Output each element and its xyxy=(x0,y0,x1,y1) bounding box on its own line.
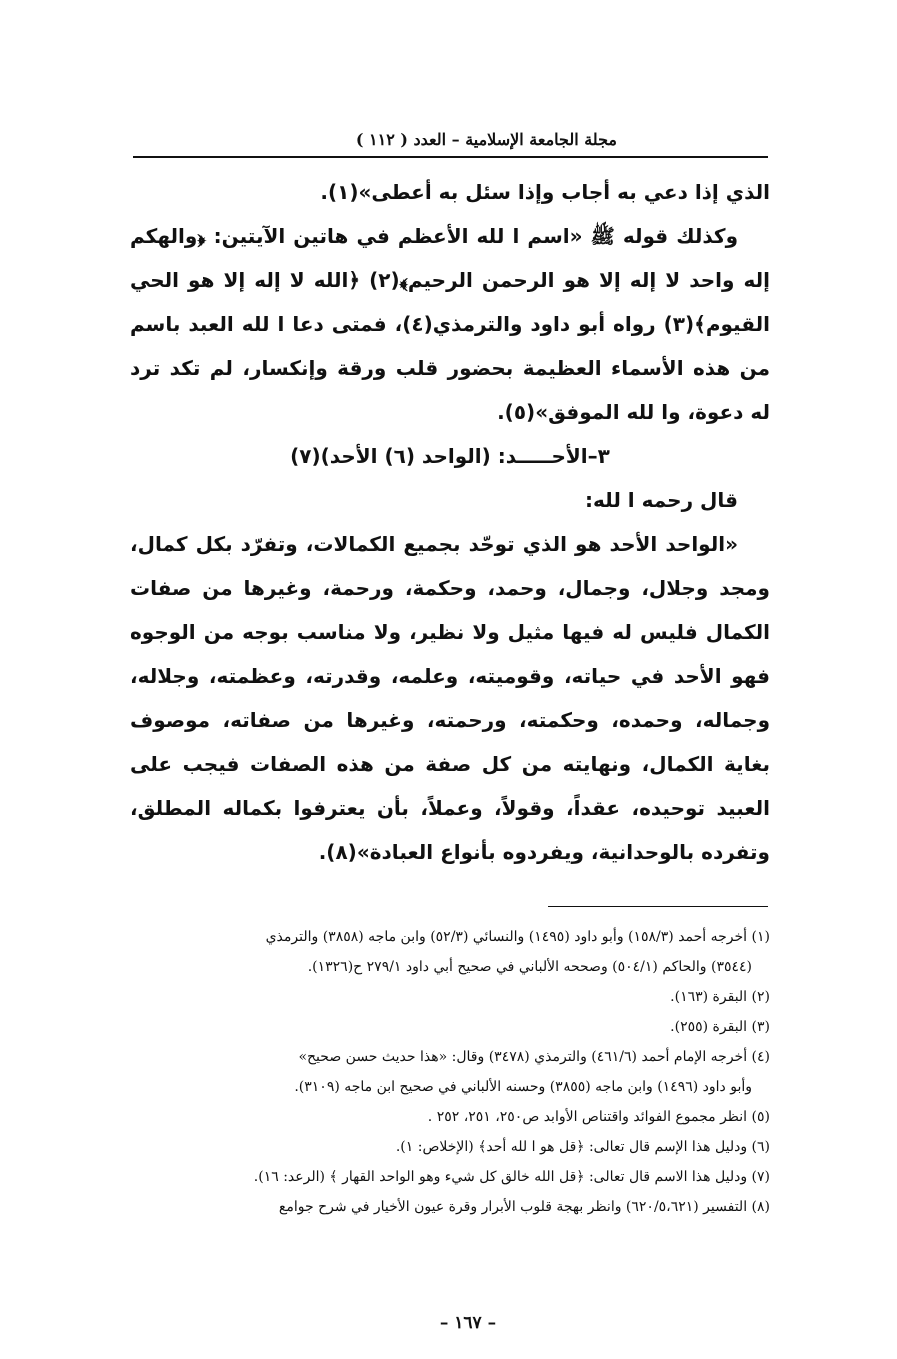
running-header: مجلة الجامعة الإسلامية – العدد ( ١١٢ ) xyxy=(355,130,617,149)
footnote-5: (٥) انظر مجموع الفوائد واقتناص الأوابد ص٢٥٠، ٢٥١، ٢٥٢ . xyxy=(427,1109,770,1125)
quote-intro: قال رحمه ا لله: xyxy=(585,488,738,512)
footnotes xyxy=(128,922,770,1222)
footnote-7: (٧) ودليل هذا الاسم قال تعالى: ﴿قل الله خالق كل شيء وهو الواحد القهار ﴾ (الرعد: ١٦). xyxy=(253,1169,770,1185)
footnote-2: (٢) البقرة (١٦٣). xyxy=(670,989,770,1005)
paragraph-3: «الواحد الأحد هو الذي توحّد بجميع الكمالات، وتفرّد بكل كمال، ومجد وجلال، وجمال، وحمد، وحكمة، ورحمة، وغيرها من صفات الكمال فليس له فيها مثيل ولا نظير، ولا مناسب بوجه من الوجوه فهو الأحد في حياته، وقوميته، وعلمه، وقدرته، وعظمته، وجلاله، وجماله، وحمده، وحكمته، ورحمته، وغيرها من صفاته، موصوف بغاية الكمال، ونهايته من كل صفة من هذه الصفات فيجب على العبيد توحيده، عقداً، وقولاً، وعملاً، بأن يعترفوا بكماله المطلق، وتفرده بالوحدانية، ويفردوه بأنواع العبادة»(٨). xyxy=(130,532,770,864)
section-heading: ٣–الأحـــــد: (الواحد (٦) الأحد)(٧) xyxy=(290,444,610,468)
footnote-8: (٨) التفسير (٦٢٠/٥،٦٢١) وانظر بهجة قلوب الأبرار وقرة عيون الأخيار في شرح جوامع xyxy=(278,1199,770,1215)
footnote-4: (٤) أخرجه الإمام أحمد (٤٦١/٦) والترمذي (٣٤٧٨) وقال: «هذا حديث حسن صحيح» xyxy=(298,1049,770,1065)
main-text xyxy=(130,170,770,874)
footnote-rule xyxy=(548,906,768,907)
page-number: – ١٦٧ – xyxy=(439,1313,497,1333)
header-rule xyxy=(133,156,768,158)
footnote-3: (٣) البقرة (٢٥٥). xyxy=(670,1019,770,1035)
paragraph-2: وكذلك قوله ﷺ «اسم ا لله الأعظم في هاتين الآيتين: ﴿والهكم إله واحد لا إله إلا هو الرحمن الرحيم﴾(٢) ﴿الله لا إله إلا هو الحي القيوم﴾(٣) رواه أبو داود والترمذي(٤)، فمتى دعا ا لله العبد باسم من هذه الأسماء العظيمة بحضور قلب ورقة وإنكسار، لم تكد ترد له دعوة، وا لله الموفق»(٥). xyxy=(130,224,770,424)
footnote-6: (٦) ودليل هذا الإسم قال تعالى: ﴿قل هو ا لله أحد﴾ (الإخلاص: ١). xyxy=(395,1139,770,1155)
paragraph-1: الذي إذا دعي به أجاب وإذا سئل به أعطى»(١). xyxy=(320,180,770,204)
footnote-1: (١) أخرجه أحمد (١٥٨/٣) وأبو داود (١٤٩٥) والنسائي (٥٢/٣) وابن ماجه (٣٨٥٨) والترمذي xyxy=(265,929,770,945)
footnote-4-continued: وأبو داود (١٤٩٦) وابن ماجه (٣٨٥٥) وحسنه الألباني في صحيح ابن ماجه (٣١٠٩). xyxy=(294,1079,752,1095)
footnote-1-continued: (٣٥٤٤) والحاكم (٥٠٤/١) وصححه الألباني في صحيح أبي داود ٢٧٩/١ ح(١٣٢٦). xyxy=(307,959,752,975)
